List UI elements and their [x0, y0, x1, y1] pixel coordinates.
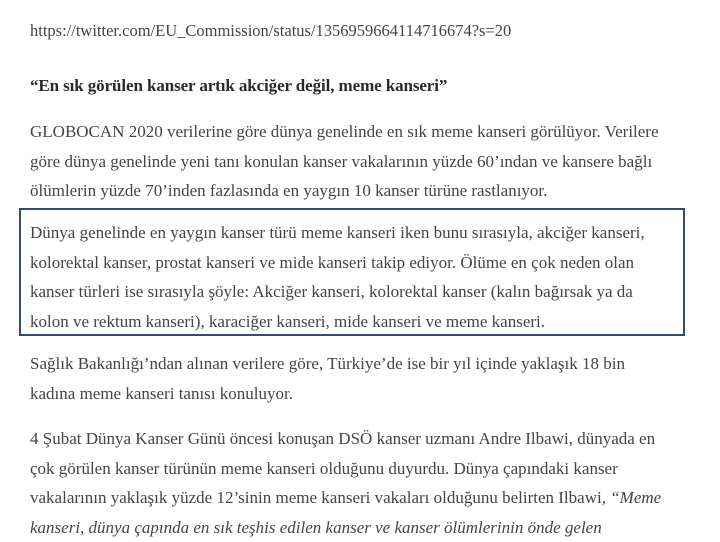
paragraph-line: GLOBOCAN 2020 verilerine göre dünya genelinde en sık meme kanseri görülüyor. Verilere [30, 117, 695, 147]
source-url[interactable]: https://twitter.com/EU_Commission/status/1356959664114716674?s=20 [30, 21, 511, 41]
paragraph-text: vakalarının yaklaşık yüzde 12’sinin meme kanseri vakaları olduğunu belirten Ilbawi, [30, 488, 610, 507]
paragraph-turkey-stats [30, 349, 695, 408]
paragraph-line: kadına meme kanseri tanısı konuluyor. [30, 379, 695, 409]
quote-line: kanseri, dünya çapında en sık teşhis edilen kanser ve kanser ölümlerinin önde gelen [30, 513, 695, 542]
paragraph-line: kolon ve rektum kanseri), karaciğer kanseri, mide kanseri ve meme kanseri. [30, 307, 695, 337]
paragraph-who-expert [30, 424, 695, 542]
paragraph-highlighted [30, 218, 695, 336]
paragraph-line: kolorektal kanser, prostat kanseri ve mide kanseri takip ediyor. Ölüme en çok neden olan [30, 248, 695, 278]
paragraph-line: 4 Şubat Dünya Kanser Günü öncesi konuşan DSÖ kanser uzmanı Andre Ilbawi, dünyada en [30, 424, 695, 454]
paragraph-line: kanser türleri ise sırasıyla şöyle: Akciğer kanseri, kolorektal kanser (kalın bağırsak ya da [30, 277, 695, 307]
paragraph-line: çok görülen kanser türünün meme kanseri olduğunu duyurdu. Dünya çapındaki kanser [30, 454, 695, 484]
paragraph-line: Sağlık Bakanlığı’ndan alınan verilere göre, Türkiye’de ise bir yıl içinde yaklaşık 18 bin [30, 349, 695, 379]
paragraph-line: Dünya genelinde en yaygın kanser türü meme kanseri iken bunu sırasıyla, akciğer kanseri, [30, 218, 695, 248]
article-headline: “En sık görülen kanser artık akciğer değil, meme kanseri” [30, 76, 447, 96]
paragraph-line: ölümlerin yüzde 70’inden fazlasında en yaygın 10 kanser türüne rastlanıyor. [30, 176, 695, 206]
quote-text: “Meme [610, 488, 661, 507]
paragraph-line [30, 483, 695, 513]
paragraph-globocan [30, 117, 695, 206]
paragraph-line: göre dünya genelinde yeni tanı konulan kanser vakalarının yüzde 60’ından ve kansere bağlı [30, 147, 695, 177]
